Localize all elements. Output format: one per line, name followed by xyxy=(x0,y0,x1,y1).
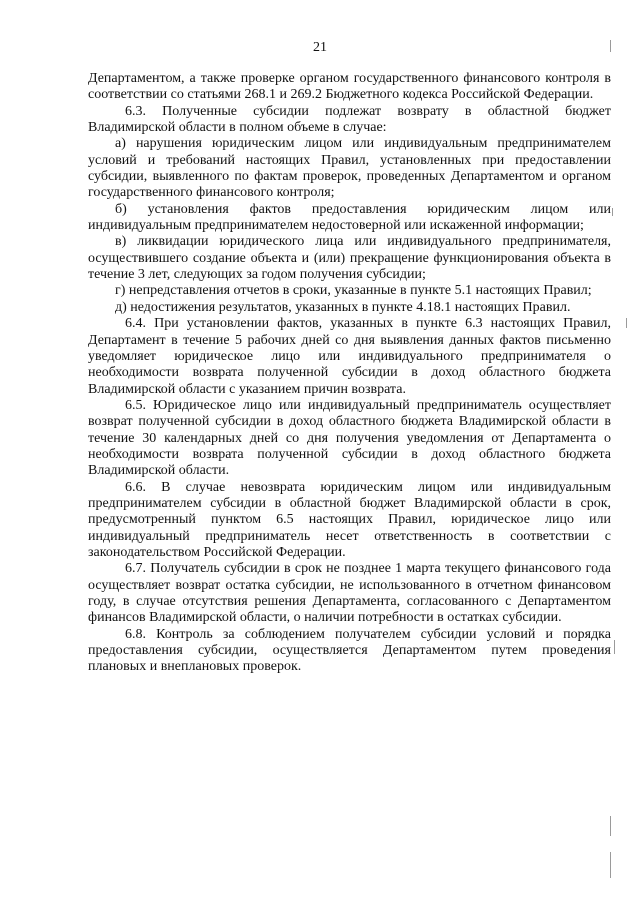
list-item-d: д) недостижения результатов, указанных в пункте 4.18.1 настоящих Правил. xyxy=(115,299,571,315)
paragraph-continuation: Департаментом, а также проверке органом государственного финансового контроля в соответствии со статьями 268.1 и 269.2 Бюджетного кодекса Российской Федерации. xyxy=(88,71,611,103)
list-item-a: а) нарушения юридическим лицом или индивидуальным предпринимателем условий и требований настоящих Правил, установленных при предоставлении субсидии, выявленного по фактам проверок, проведенных Департаментом и органом государственного финансового контроля; xyxy=(88,136,611,201)
document-body xyxy=(88,71,611,676)
scan-artifact xyxy=(612,208,613,216)
scan-artifact xyxy=(610,852,611,878)
list-item-g: г) непредставления отчетов в сроки, указанные в пункте 5.1 настоящих Правил; xyxy=(115,283,592,299)
scan-artifact xyxy=(610,816,611,836)
scan-artifact xyxy=(614,640,615,654)
paragraph-6-4: 6.4. При установлении фактов, указанных в пункте 6.3 настоящих Правил, Департамент в течение 5 рабочих дней со дня выявления данных фактов письменно уведомляет юридическое лицо или индивидуального предпринимателя о необходимости возврата полученной субсидии в доход областного бюджета Владимирской области с указанием причин возврата. xyxy=(88,316,611,397)
page-number: 21 xyxy=(313,40,327,55)
paragraph-6-6: 6.6. В случае невозврата юридическим лицом или индивидуальным предпринимателем субсидии в областной бюджет Владимирской области в срок, предусмотренный пунктом 6.5 настоящих Правил, юридическое лицо или индивидуальный предприниматель несет ответственность в соответствии с законодательством Российской Федерации. xyxy=(88,479,611,560)
list-item-v: в) ликвидации юридического лица или индивидуального предпринимателя, осуществившего создание объекта и (или) прекращение функционирования объекта в течение 3 лет, следующих за годом получения субсидии; xyxy=(88,234,611,283)
paragraph-6-7: 6.7. Получатель субсидии в срок не позднее 1 марта текущего финансового года осуществляет возврат остатка субсидии, не использованного в отчетном финансовом году, в случае отсутствия решения Департамента, согласованного с Департаментом финансов Владимирской области, о наличии потребности в остатках субсидии. xyxy=(88,561,611,626)
scan-artifact xyxy=(626,318,627,328)
scan-artifact xyxy=(610,40,611,52)
list-item-b: б) установления фактов предоставления юридическим лицом или индивидуальным предпринимателем недостоверной или искаженной информации; xyxy=(88,201,611,234)
paragraph-6-3: 6.3. Полученные субсидии подлежат возврату в областной бюджет Владимирской области в полном объеме в случае: xyxy=(88,103,611,136)
paragraph-6-5: 6.5. Юридическое лицо или индивидуальный предприниматель осуществляет возврат полученной субсидии в доход областного бюджета Владимирской области в течение 30 календарных дней со дня получения уведомления от Департамента о необходимости возврата полученной субсидии в доход областного бюджета Владимирской области. xyxy=(88,397,611,479)
paragraph-6-8: 6.8. Контроль за соблюдением получателем субсидии условий и порядка предоставления субсидии, осуществляется Департаментом путем проведения плановых и внеплановых проверок. xyxy=(88,626,611,675)
